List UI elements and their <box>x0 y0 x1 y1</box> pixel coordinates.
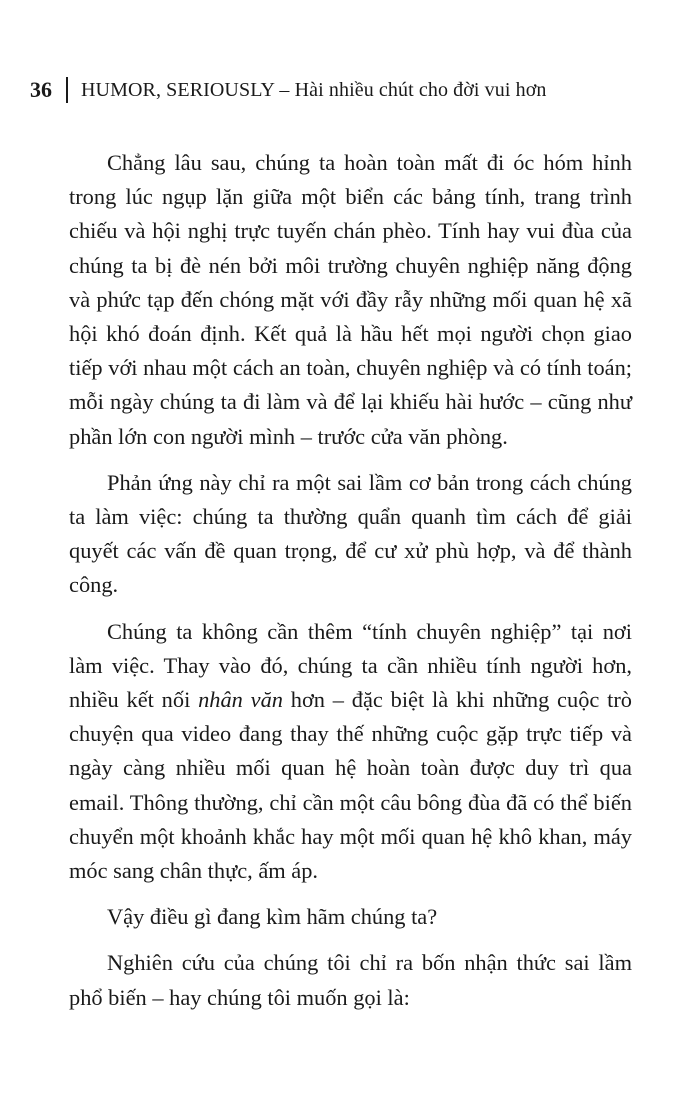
page-number: 36 <box>30 77 52 102</box>
emphasis-nhan-van: nhân văn <box>198 687 283 713</box>
paragraph-4: Vậy điều gì đang kìm hãm chúng ta? <box>107 904 438 930</box>
paragraph-5: Nghiên cứu của chúng tôi chỉ ra bốn nhận thức sai lầm phổ biến – hay chúng tôi muốn gọi là: <box>69 950 632 1010</box>
body-text <box>69 146 632 1015</box>
paragraph-3-text-end: hơn – đặc biệt là khi những cuộc trò chuyện qua video đang thay thế những cuộc gặp trực tiếp và ngày càng nhiều mối quan hệ hoàn toàn được duy trì qua email. Thông thường, chỉ cần một câu bông đùa đã có thể biến chuyển một khoảnh khắc hay một mối quan hệ khô khan, máy móc sang chân thực, ấm áp. <box>69 687 632 884</box>
running-title: HUMOR, SERIOUSLY – Hài nhiều chút cho đời vui hơn <box>81 78 547 101</box>
paragraph-2: Phản ứng này chỉ ra một sai lầm cơ bản trong cách chúng ta làm việc: chúng ta thường quẩn quanh tìm cách để giải quyết các vấn đề quan trọng, để cư xử phù hợp, và để thành công. <box>69 469 632 598</box>
running-header <box>30 74 547 106</box>
paragraph-3-text-start: Chúng ta không cần thêm “tính chuyên nghiệp” tại nơi làm việc. Thay vào đó, chúng ta cần nhiều tính người hơn, nhiều kết nối <box>69 618 632 713</box>
paragraph-1: Chẳng lâu sau, chúng ta hoàn toàn mất đi óc hóm hỉnh trong lúc ngụp lặn giữa một biển các bảng tính, trang trình chiếu và hội nghị trực tuyến chán phèo. Tính hay vui đùa của chúng ta bị đè nén bởi môi trường chuyên nghiệp năng động và phức tạp đến chóng mặt với đầy rẫy những mối quan hệ xã hội khó đoán định. Kết quả là hầu hết mọi người chọn giao tiếp với nhau một cách an toàn, chuyên nghiệp và có tính toán; mỗi ngày chúng ta đi làm và để lại khiếu hài hước – cũng như phần lớn con người mình – trước cửa văn phòng. <box>69 150 632 449</box>
paragraph-3 <box>69 615 632 889</box>
header-divider <box>66 77 68 103</box>
